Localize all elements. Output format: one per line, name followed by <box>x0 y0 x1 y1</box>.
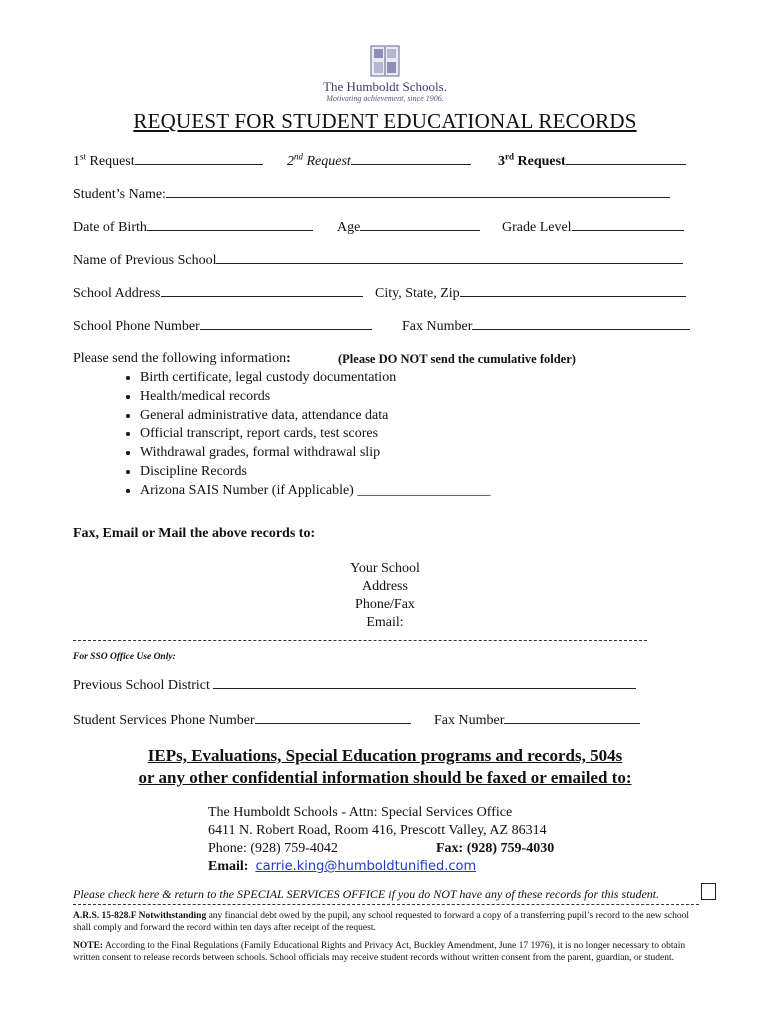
list-item: • Arizona SAIS Number (if Applicable) ___________________ <box>140 482 490 501</box>
special-email-label: Email: <box>208 859 249 874</box>
first-request: 1st Request <box>73 151 263 170</box>
school-address-label: School Address <box>73 286 161 301</box>
your-email: Email: <box>366 615 404 630</box>
send-info-text: Please send the following information <box>73 351 287 366</box>
list-item: • Health/medical records <box>140 388 490 407</box>
org-name: The Humboldt Schools. <box>323 79 447 94</box>
page-title: REQUEST FOR STUDENT EDUCATIONAL RECORDS <box>133 109 637 133</box>
school-address-field[interactable] <box>161 283 363 297</box>
age-row <box>337 217 480 236</box>
special-ed-heading-1: IEPs, Evaluations, Special Education programs and records, 504s <box>147 746 623 765</box>
grade-field[interactable] <box>572 217 684 231</box>
ars-text: any financial debt owed by the pupil, any school requested to forward a copy of a transferring pupil’s record to the new school shall comply and forward the record within ten days after receipt of the request. <box>73 911 689 933</box>
third-request-field[interactable] <box>566 151 686 165</box>
school-phone-field[interactable] <box>200 316 372 330</box>
first-request-label: Request <box>89 154 135 169</box>
school-phone-label: School Phone Number <box>73 319 200 334</box>
fax-row <box>402 316 690 335</box>
dob-label: Date of Birth <box>73 220 147 235</box>
student-name-field[interactable] <box>166 184 670 198</box>
records-list <box>100 369 490 501</box>
send-info-note: (Please DO NOT send the cumulative folder) <box>338 352 576 366</box>
prev-district-field[interactable] <box>213 675 636 689</box>
no-records-checkbox[interactable] <box>701 883 716 900</box>
ars-paragraph <box>73 910 703 934</box>
list-item: • Discipline Records <box>140 463 490 482</box>
your-address: Address <box>362 579 408 594</box>
second-request-field[interactable] <box>351 151 471 165</box>
grade-label: Grade Level <box>502 220 572 235</box>
second-request: 2nd Request <box>287 151 471 170</box>
school-logo <box>318 45 452 107</box>
ss-phone-label: Student Services Phone Number <box>73 713 255 728</box>
prev-school-label: Name of Previous School <box>73 253 217 268</box>
city-row <box>375 283 686 302</box>
org-tagline: Motivating achievement, since 1906. <box>326 94 444 103</box>
divider <box>73 640 647 641</box>
crest-icon <box>370 45 400 77</box>
send-info-label <box>73 351 291 367</box>
special-phone: Phone: (928) 759-4042 <box>208 841 338 856</box>
student-name-label: Student’s Name: <box>73 187 166 202</box>
your-school: Your School <box>350 561 420 576</box>
list-item: • Official transcript, report cards, test scores <box>140 425 490 444</box>
special-email-link[interactable]: carrie.king@humboldtunified.com <box>255 859 477 874</box>
divider <box>73 904 699 905</box>
note-paragraph <box>73 940 703 964</box>
special-addr-1: The Humboldt Schools - Attn: Special Services Office <box>208 805 513 820</box>
ss-phone-field[interactable] <box>255 710 411 724</box>
prev-district-row <box>73 675 636 694</box>
office-fax-row <box>434 710 640 729</box>
ars-bold: A.R.S. 15-828.F Notwithstanding <box>73 911 207 921</box>
office-fax-label: Fax Number <box>434 713 505 728</box>
send-info-colon: : <box>286 351 291 366</box>
age-field[interactable] <box>360 217 480 231</box>
special-ed-heading-2: or any other confidential information should be faxed or emailed to: <box>138 768 632 787</box>
list-item: • Withdrawal grades, formal withdrawal slip <box>140 444 490 463</box>
city-field[interactable] <box>460 283 686 297</box>
dob-field[interactable] <box>147 217 313 231</box>
office-fax-field[interactable] <box>504 710 640 724</box>
special-addr-2: 6411 N. Robert Road, Room 416, Prescott Valley, AZ 86314 <box>208 823 547 838</box>
your-phone-fax: Phone/Fax <box>355 597 415 612</box>
prev-school-field[interactable] <box>216 250 683 264</box>
third-request: 3rd Request <box>498 151 686 170</box>
student-name-row <box>73 184 670 203</box>
grade-row <box>502 217 684 236</box>
fax-field[interactable] <box>472 316 690 330</box>
prev-district-label: Previous School District <box>73 678 210 693</box>
age-label: Age <box>337 220 361 235</box>
special-fax: Fax: (928) 759-4030 <box>436 841 555 856</box>
list-item: • General administrative data, attendance data <box>140 407 490 426</box>
school-address-row <box>73 283 363 302</box>
special-email-row <box>208 859 476 875</box>
first-request-field[interactable] <box>135 151 263 165</box>
check-note: Please check here & return to the SPECIAL SERVICES OFFICE if you do NOT have any of these records for this student. <box>73 887 660 901</box>
fax-label: Fax Number <box>402 319 473 334</box>
note-bold: NOTE: <box>73 941 104 951</box>
prev-school-row <box>73 250 683 269</box>
mail-to-label: Fax, Email or Mail the above records to: <box>73 526 316 541</box>
ss-phone-row <box>73 710 411 729</box>
list-item: • Birth certificate, legal custody documentation <box>140 369 490 388</box>
office-use-label: For SSO Office Use Only: <box>73 652 176 662</box>
note-text: According to the Final Regulations (Family Educational Rights and Privacy Act, Buckley Amendment, June 17 1976), it is no longer necessary to obtain written consent to release records between schools. School officials may receive student records without written consent from the parent, guardian, or student. <box>73 941 686 963</box>
city-label: City, State, Zip <box>375 286 460 301</box>
dob-row <box>73 217 313 236</box>
school-phone-row <box>73 316 372 335</box>
